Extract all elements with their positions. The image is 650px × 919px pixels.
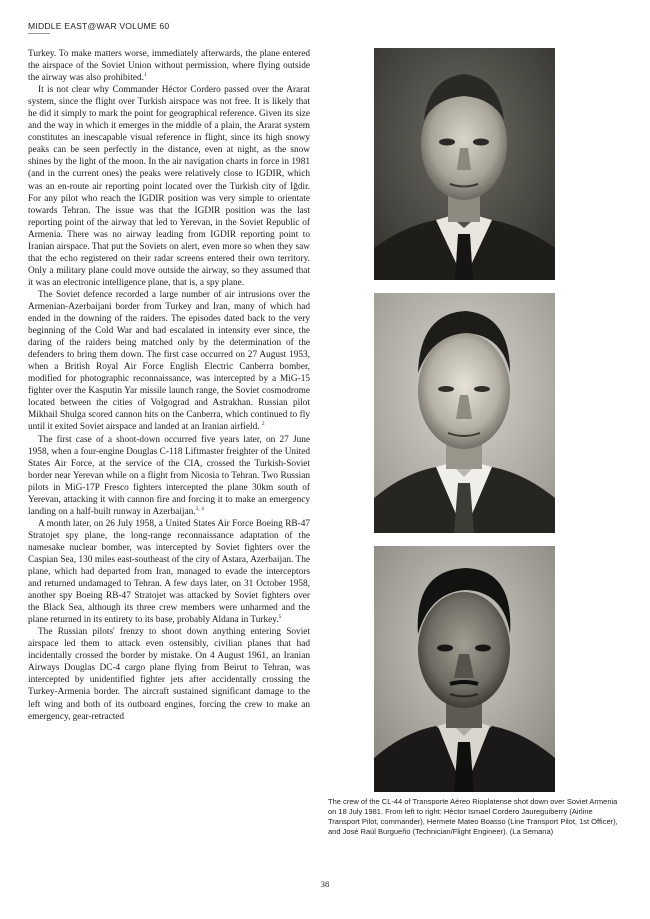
body-text-column	[28, 48, 310, 723]
paragraph: The first case of a shoot-down occurred five years later, on 27 June 1958, when a four-engine Douglas C-118 Liftmaster freighter of the United States Air Force, at the service of the CIA, crossed the Turkish-Soviet border near Yerevan while on a flight from Nicosia to Tehran. Two Russian pilots in MiG-17P Fresco fighters intercepted the plane 30km south of Yerevan, attacking it with cannon fire and forcing it to make an emergency landing on a half-built runway in Azerbaijan.$^{3, 4}$	[28, 434, 310, 517]
paragraph: Turkey. To make matters worse, immediately afterwards, the plane entered the airspace of the Soviet Union without permission, where flying outside the airway was also prohibited.$^1$	[28, 49, 310, 84]
paragraph: It is not clear why Commander Héctor Cordero passed over the Ararat system, since the flight over Turkish airspace was not free. It is likely that he did it simply to mark the point for geographical reference. Given its size and the way in which it emerges in the middle of a plain, the Ararat system constitutes an inescapable visual reference in flight, since its high snowy peaks can be seen perfectly in the distance, even at night, as the snow shines by the light of the moon. In the air navigation charts in force in 1981 (and in the current ones) the peaks were relatively close to IGDIR, which was an en-route air reporting point located over the Turkish city of Iğdir. For any pilot who reach the IGDIR position was very simple to orientate towards Tehran. The issue was that the IGDIR position was the last reporting point of the airway that led to Yerevan, in the Soviet Republic of Armenia. There was no airway leading from IGDIR reporting point to Iranian airspace. That put the Soviets on alert, even more so when they saw that the echo registered on their radar screens entered their own territory. Only a military plane could move outside the airway, so they assumed that it was an electronic intelligence plane, that is, a spy plane.	[28, 85, 310, 288]
portrait-photo-cordero	[374, 48, 555, 280]
photo-caption: The crew of the CL-44 of Transporte Aéreo Rioplatense shot down over Soviet Armenia on 18 July 1981. From left to right: Héctor Ismael Cordero Jaureguiberry (Airline Transport Pilot, commander), Hermete Mateo Boasso (Line Transport Pilot, 1st Officer), and José Raúl Burgueño (Technician/Flight Engineer). (La Semana)	[328, 797, 618, 837]
portrait-photo-burgueno	[374, 546, 555, 792]
header-rule	[28, 33, 50, 34]
paragraph: The Russian pilots' frenzy to shoot down anything entering Soviet airspace led them to attack even ostensibly, civilian planes that had incidentally crossed the border by mistake. On 4 August 1961, an Iranian Airways Douglas DC-4 cargo plane flying from Beirut to Tehran, was intercepted by unidentified fighter jets after accidentally crossing the Turkey-Armenia border. The aircraft sustained significant damage to the left wing and both of its outboard engines, forcing the crew to make an emergency, gear-retracted	[28, 627, 310, 722]
paragraph: A month later, on 26 July 1958, a United States Air Force Boeing RB-47 Stratojet spy plane, the long-range reconnaissance adaptation of the namesake nuclear bomber, was intercepted by Soviet fighters over the Caspian Sea, 130 miles east-southeast of the city of Astara, Azerbaijan. The plane, which had departed from Iran, managed to evade the interceptors and returned undamaged to Tehran. A few days later, on 31 October 1958, another spy Boeing RB-47 Stratojet was attacked by Soviet fighters over the Black Sea, although its three crew members were unharmed and the plane returned in its entirety to its base, probably Aldana in Turkey.$^5$	[28, 518, 310, 626]
portrait-photo-boasso	[374, 293, 555, 533]
page-number: 38	[320, 879, 330, 889]
paragraph: The Soviet defence recorded a large number of air intrusions over the Armenian-Azerbaijani border from Turkey and Iran, many of which had ended in the downing of the raiders. The episodes dated back to the very beginning of the Cold War and had escalated in intensity ever since, the daring of the raiders being matched only by the determination of the defenders to bring them down. The first case occurred on 27 August 1953, when a British Royal Air Force English Electric Canberra bomber, modified for photographic reconnaissance, was intercepted by a MiG-15 fighter over the Kasputin Yar missile launch range, the Soviet cosmodrome located between the cities of Volgograd and Astrakhan. Russian pilot Mikhail Shulga scored cannon hits on the Canberra, which continued to fly until it exited Soviet airspace and landed at an Iranian airfield. $^2$	[28, 289, 310, 433]
running-header: MIDDLE EAST@WAR VOLUME 60	[28, 21, 170, 31]
